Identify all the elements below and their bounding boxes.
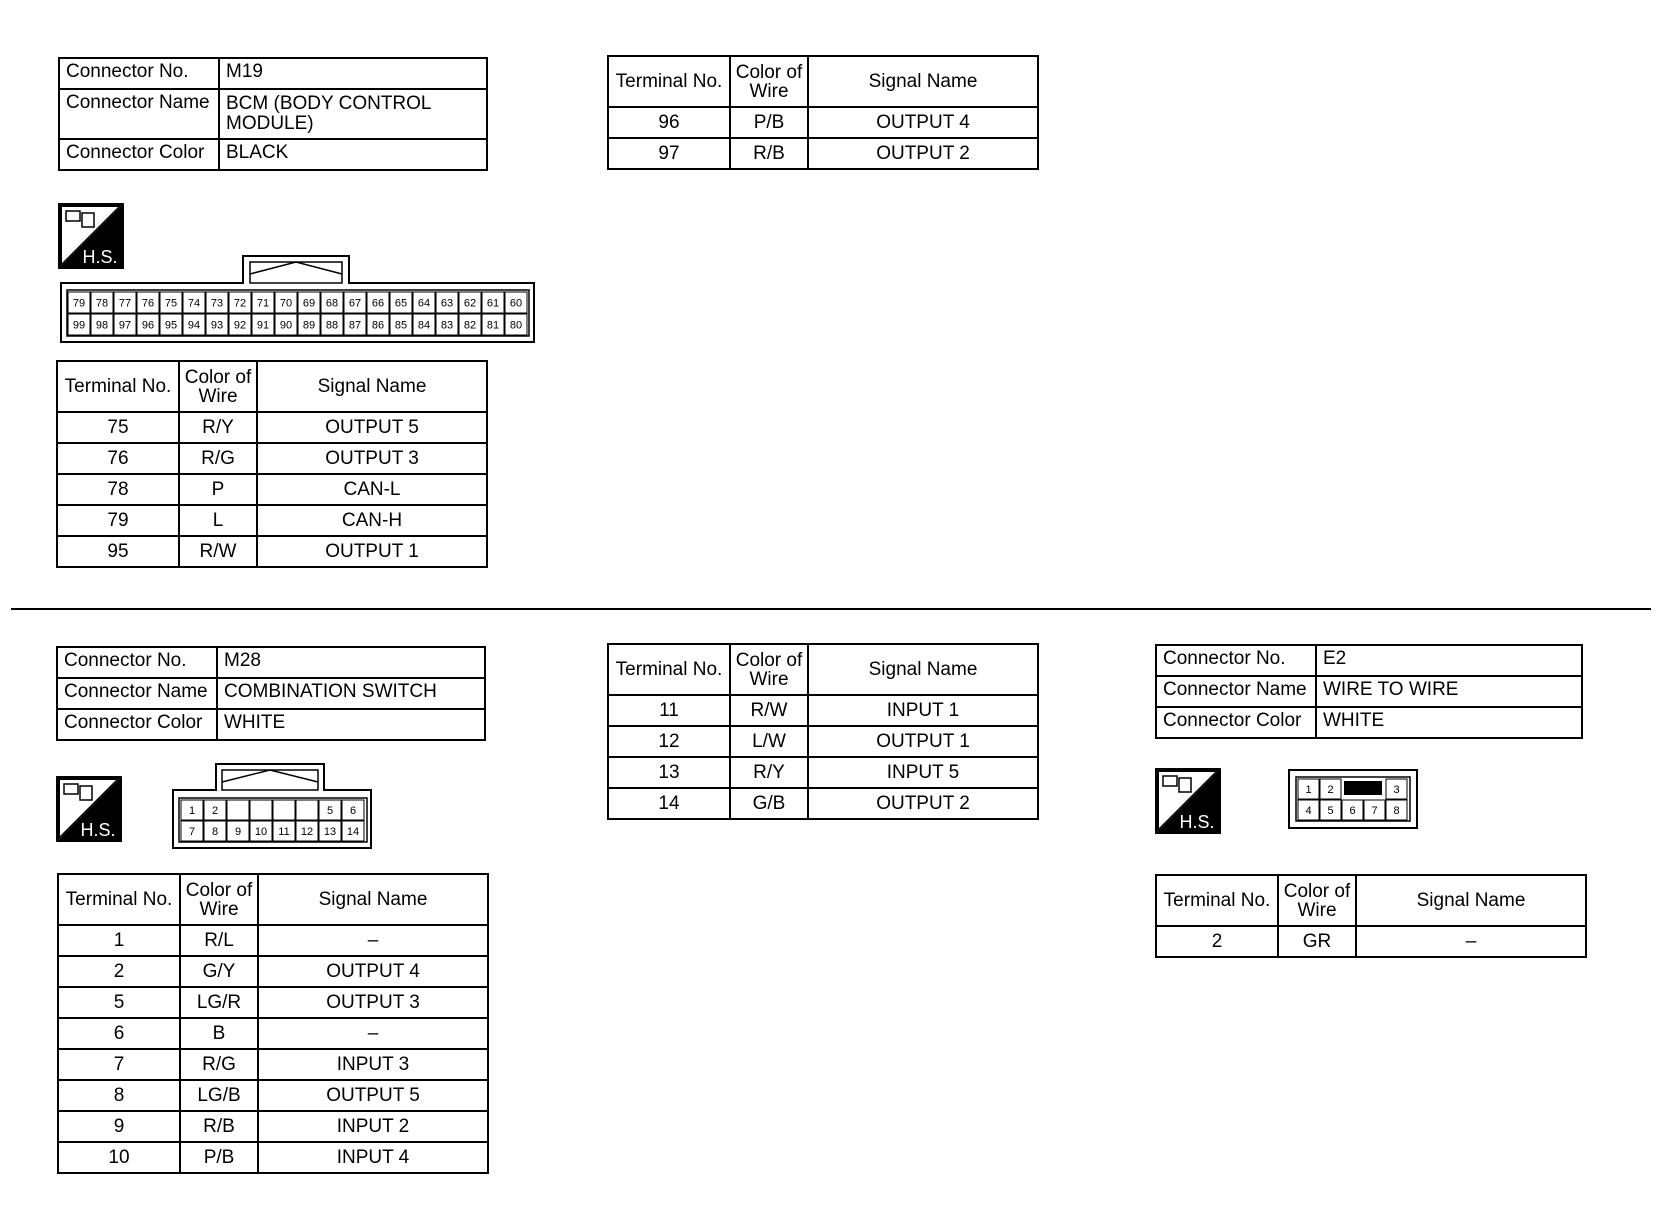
pin-number: 97: [118, 319, 132, 332]
terminal-no-cell: 1: [58, 925, 180, 956]
pin-number: 2: [211, 805, 219, 817]
info-label: Connector No.: [1156, 645, 1316, 676]
header-signal-name: Signal Name: [808, 644, 1038, 695]
hs-label: H.S.: [80, 820, 116, 840]
info-row: [1156, 676, 1582, 707]
pin-number: 2: [1327, 784, 1334, 796]
table-header-row: [1156, 875, 1586, 926]
signal-name-cell: OUTPUT 2: [808, 788, 1038, 819]
table-row: [58, 1018, 488, 1049]
terminal-no-cell: 76: [57, 443, 179, 474]
header-terminal-no: Terminal No.: [608, 56, 730, 107]
table-body: [57, 412, 487, 567]
info-value: BCM (BODY CONTROL MODULE): [219, 89, 487, 139]
pin-number: 99: [72, 319, 86, 332]
pin-number: 96: [141, 319, 155, 332]
pin-number: 13: [323, 826, 337, 838]
terminal-no-cell: 5: [58, 987, 180, 1018]
pin-number: 84: [417, 319, 431, 332]
pin-number: 67: [348, 297, 362, 310]
pin-number: 62: [463, 297, 477, 310]
terminal-no-cell: 7: [58, 1049, 180, 1080]
wire-color-cell: P/B: [180, 1142, 258, 1173]
table-row: [57, 412, 487, 443]
pin-number: 8: [1393, 805, 1400, 817]
signal-name-cell: CAN-H: [257, 505, 487, 536]
pin-number: 92: [233, 319, 247, 332]
wire-color-cell: R/G: [179, 443, 257, 474]
table-row: [57, 443, 487, 474]
wire-color-cell: L/W: [730, 726, 808, 757]
table-row: [608, 726, 1038, 757]
wire-color-cell: G/B: [730, 788, 808, 819]
harness-side-icon: [1155, 768, 1221, 834]
signal-name-cell: OUTPUT 3: [257, 443, 487, 474]
table-body: [58, 925, 488, 1173]
m28-terminal-table-2: [607, 643, 1039, 820]
wire-color-cell: G/Y: [180, 956, 258, 987]
pin-number: 1: [1305, 784, 1312, 796]
pin-number: 74: [187, 297, 201, 310]
pin-number: 72: [233, 297, 247, 310]
keyway-block: [1344, 781, 1382, 795]
pin-number: 1: [188, 805, 196, 817]
wire-color-cell: R/Y: [730, 757, 808, 788]
info-row: [57, 678, 485, 709]
table-row: [58, 1049, 488, 1080]
info-label: Connector Name: [57, 678, 217, 709]
info-row: [59, 89, 487, 139]
info-value: WHITE: [217, 709, 485, 740]
table-header-row: [608, 644, 1038, 695]
pin-number: 65: [394, 297, 408, 310]
table-row: [57, 536, 487, 567]
signal-name-cell: –: [1356, 926, 1586, 957]
info-label: Connector Color: [59, 139, 219, 170]
pin-number: 95: [164, 319, 178, 332]
info-row: [57, 647, 485, 678]
header-terminal-no: Terminal No.: [58, 874, 180, 925]
header-color-of-wire: Color of Wire: [730, 56, 808, 107]
pin-number: 5: [1327, 805, 1334, 817]
info-value: WHITE: [1316, 707, 1582, 738]
pin-number: 98: [95, 319, 109, 332]
pin-number: 68: [325, 297, 339, 310]
header-terminal-no: Terminal No.: [608, 644, 730, 695]
pin-number: 71: [256, 297, 270, 310]
terminal-no-cell: 2: [1156, 926, 1278, 957]
pin-number: 5: [326, 805, 334, 817]
wire-color-cell: R/L: [180, 925, 258, 956]
header-signal-name: Signal Name: [1356, 875, 1586, 926]
info-label: Connector No.: [57, 647, 217, 678]
signal-name-cell: OUTPUT 5: [258, 1080, 488, 1111]
terminal-no-cell: 78: [57, 474, 179, 505]
pin-number: 73: [210, 297, 224, 310]
info-label: Connector Color: [1156, 707, 1316, 738]
table-row: [608, 138, 1038, 169]
m19-terminal-table-2: [607, 55, 1039, 170]
terminal-no-cell: 13: [608, 757, 730, 788]
pin-number: 6: [349, 805, 357, 817]
pin-number: 77: [118, 297, 132, 310]
pin-number: 60: [509, 297, 523, 310]
table-header-row: [608, 56, 1038, 107]
pin-number: 90: [279, 319, 293, 332]
signal-name-cell: INPUT 5: [808, 757, 1038, 788]
header-color-of-wire: Color of Wire: [1278, 875, 1356, 926]
pin-number: 9: [234, 826, 242, 838]
wire-color-cell: R/W: [179, 536, 257, 567]
table-row: [57, 474, 487, 505]
m28-connector-face: [172, 762, 374, 852]
table-row: [58, 1142, 488, 1173]
signal-name-cell: OUTPUT 2: [808, 138, 1038, 169]
table-row: [58, 1080, 488, 1111]
wire-color-cell: R/W: [730, 695, 808, 726]
info-row: [1156, 645, 1582, 676]
header-terminal-no: Terminal No.: [57, 361, 179, 412]
table-row: [57, 505, 487, 536]
pin-number: 69: [302, 297, 316, 310]
info-value: BLACK: [219, 139, 487, 170]
pin-number: 88: [325, 319, 339, 332]
table-header-row: [57, 361, 487, 412]
table-row: [608, 788, 1038, 819]
terminal-no-cell: 97: [608, 138, 730, 169]
table-row: [608, 107, 1038, 138]
pin-number: 78: [95, 297, 109, 310]
terminal-no-cell: 12: [608, 726, 730, 757]
info-value: COMBINATION SWITCH: [217, 678, 485, 709]
pin-number: 93: [210, 319, 224, 332]
terminal-no-cell: 9: [58, 1111, 180, 1142]
pin-number: 3: [1393, 784, 1400, 796]
header-terminal-no: Terminal No.: [1156, 875, 1278, 926]
wire-color-cell: P: [179, 474, 257, 505]
e2-connector-info: [1155, 644, 1583, 739]
terminal-no-cell: 2: [58, 956, 180, 987]
table-body: [608, 695, 1038, 819]
wire-color-cell: P/B: [730, 107, 808, 138]
pin-number: 81: [486, 319, 500, 332]
wire-color-cell: R/G: [180, 1049, 258, 1080]
wire-color-cell: LG/R: [180, 987, 258, 1018]
table-row: [608, 757, 1038, 788]
pin-number: 89: [302, 319, 316, 332]
pin-number: 82: [463, 319, 477, 332]
table-row: [608, 695, 1038, 726]
pin-number: 63: [440, 297, 454, 310]
signal-name-cell: INPUT 3: [258, 1049, 488, 1080]
m28-connector-info: [56, 646, 486, 741]
pin-number: 83: [440, 319, 454, 332]
info-label: Connector Color: [57, 709, 217, 740]
terminal-no-cell: 79: [57, 505, 179, 536]
wire-color-cell: R/B: [180, 1111, 258, 1142]
header-color-of-wire: Color of Wire: [179, 361, 257, 412]
pin-number: 4: [1305, 805, 1312, 817]
pin-number: 86: [371, 319, 385, 332]
pin-number: 80: [509, 319, 523, 332]
signal-name-cell: OUTPUT 1: [808, 726, 1038, 757]
pin-number: 12: [300, 826, 314, 838]
pin-number: 8: [211, 826, 219, 838]
wire-color-cell: LG/B: [180, 1080, 258, 1111]
terminal-no-cell: 75: [57, 412, 179, 443]
info-label: Connector Name: [59, 89, 219, 139]
pin-number: 66: [371, 297, 385, 310]
pin-number: 7: [1371, 805, 1378, 817]
info-value: M19: [219, 58, 487, 89]
e2-terminal-table: [1155, 874, 1587, 958]
e2-connector-face: [1288, 769, 1420, 831]
pin-number: 87: [348, 319, 362, 332]
section-divider: [11, 608, 1651, 610]
terminal-no-cell: 95: [57, 536, 179, 567]
pin-number: 79: [72, 297, 86, 310]
hs-label: H.S.: [82, 247, 118, 267]
signal-name-cell: OUTPUT 4: [258, 956, 488, 987]
terminal-no-cell: 14: [608, 788, 730, 819]
header-color-of-wire: Color of Wire: [180, 874, 258, 925]
header-color-of-wire: Color of Wire: [730, 644, 808, 695]
signal-name-cell: OUTPUT 3: [258, 987, 488, 1018]
pin-number: 14: [346, 826, 360, 838]
pin-number: 94: [187, 319, 201, 332]
pin-number: 64: [417, 297, 431, 310]
pin-number: 6: [1349, 805, 1356, 817]
info-value: E2: [1316, 645, 1582, 676]
m28-terminal-table-1: [57, 873, 489, 1174]
pin-number: 75: [164, 297, 178, 310]
wire-color-cell: GR: [1278, 926, 1356, 957]
wire-color-cell: R/B: [730, 138, 808, 169]
pin-number: 91: [256, 319, 270, 332]
signal-name-cell: INPUT 4: [258, 1142, 488, 1173]
signal-name-cell: –: [258, 925, 488, 956]
wire-color-cell: R/Y: [179, 412, 257, 443]
table-header-row: [58, 874, 488, 925]
signal-name-cell: INPUT 2: [258, 1111, 488, 1142]
terminal-no-cell: 96: [608, 107, 730, 138]
pin-number: 7: [188, 826, 196, 838]
signal-name-cell: CAN-L: [257, 474, 487, 505]
m19-connector-face: [60, 254, 540, 346]
table-row: [58, 925, 488, 956]
terminal-no-cell: 6: [58, 1018, 180, 1049]
table-body: [1156, 926, 1586, 957]
info-label: Connector Name: [1156, 676, 1316, 707]
signal-name-cell: INPUT 1: [808, 695, 1038, 726]
pin-number: 76: [141, 297, 155, 310]
signal-name-cell: –: [258, 1018, 488, 1049]
pin-number: 70: [279, 297, 293, 310]
header-signal-name: Signal Name: [258, 874, 488, 925]
info-row: [59, 58, 487, 89]
terminal-no-cell: 11: [608, 695, 730, 726]
terminal-no-cell: 8: [58, 1080, 180, 1111]
info-label: Connector No.: [59, 58, 219, 89]
info-row: [59, 139, 487, 170]
pin-number: 61: [486, 297, 500, 310]
table-body: [608, 107, 1038, 169]
harness-side-icon: [56, 776, 122, 842]
wire-color-cell: L: [179, 505, 257, 536]
terminal-no-cell: 10: [58, 1142, 180, 1173]
hs-label: H.S.: [1179, 812, 1215, 832]
m19-connector-info: [58, 57, 488, 171]
table-row: [58, 987, 488, 1018]
m19-terminal-table-1: [56, 360, 488, 568]
header-signal-name: Signal Name: [808, 56, 1038, 107]
table-row: [58, 1111, 488, 1142]
table-row: [58, 956, 488, 987]
wire-color-cell: B: [180, 1018, 258, 1049]
header-signal-name: Signal Name: [257, 361, 487, 412]
pin-number: 11: [278, 826, 290, 838]
pin-number: 10: [254, 826, 268, 838]
signal-name-cell: OUTPUT 5: [257, 412, 487, 443]
info-value: M28: [217, 647, 485, 678]
signal-name-cell: OUTPUT 1: [257, 536, 487, 567]
info-value: WIRE TO WIRE: [1316, 676, 1582, 707]
info-row: [1156, 707, 1582, 738]
table-row: [1156, 926, 1586, 957]
pin-number: 85: [394, 319, 408, 332]
signal-name-cell: OUTPUT 4: [808, 107, 1038, 138]
info-row: [57, 709, 485, 740]
